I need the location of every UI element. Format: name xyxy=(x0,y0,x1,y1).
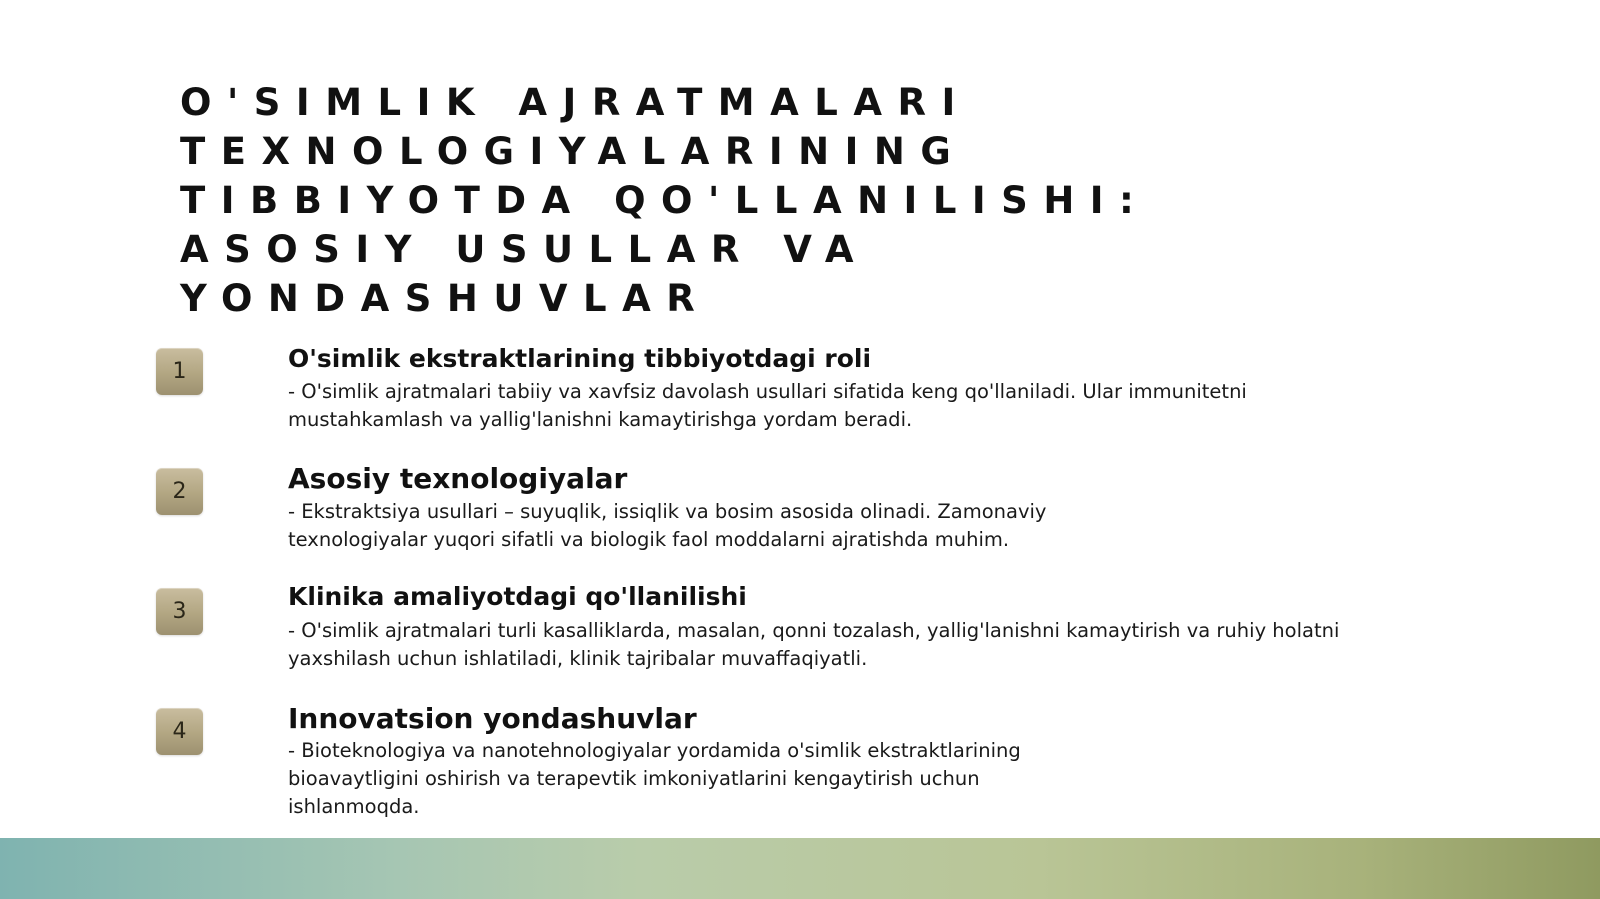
item-description: - Bioteknologiya va nanotehnologiyalar yordamida o'simlik ekstraktlarining bioavaytligini oshirish va terapevtik imkoniyatlarini kengaytirish uchun ishlanmoqda. xyxy=(288,739,1021,818)
number-badge: 4 xyxy=(156,708,203,755)
item-heading: O'simlik ekstraktlarining tibbiyotdagi roli xyxy=(288,344,872,373)
item-heading: Klinika amaliyotdagi qo'llanilishi xyxy=(288,582,747,611)
number-badge: 1 xyxy=(156,348,203,395)
decorative-gradient-band xyxy=(0,838,1600,899)
number-badge: 3 xyxy=(156,588,203,635)
item-description: - O'simlik ajratmalari turli kasalliklarda, masalan, qonni tozalash, yallig'lanishni kamaytirish va ruhiy holatni yaxshilash uchun ishlatiladi, klinik tajribalar muvaffaqiyatli. xyxy=(288,619,1340,670)
number-badge: 2 xyxy=(156,468,203,515)
item-description: - Ekstraktsiya usullari – suyuqlik, issiqlik va bosim asosida olinadi. Zamonaviy texnologiyalar yuqori sifatli va biologik faol moddalarni ajratishda muhim. xyxy=(288,500,1047,551)
slide-title: O'SIMLIK AJRATMALARI TEXNOLOGIYALARINING TIBBIYOTDA QO'LLANILISHI: ASOSIY USULLAR VA YONDASHUVLAR xyxy=(180,81,1150,320)
item-heading: Asosiy texnologiyalar xyxy=(288,462,628,495)
item-heading: Innovatsion yondashuvlar xyxy=(288,702,697,735)
item-description: - O'simlik ajratmalari tabiiy va xavfsiz davolash usullari sifatida keng qo'llaniladi. Ular immunitetni mustahkamlash va yallig'lanishni kamaytirishga yordam beradi. xyxy=(288,380,1247,431)
